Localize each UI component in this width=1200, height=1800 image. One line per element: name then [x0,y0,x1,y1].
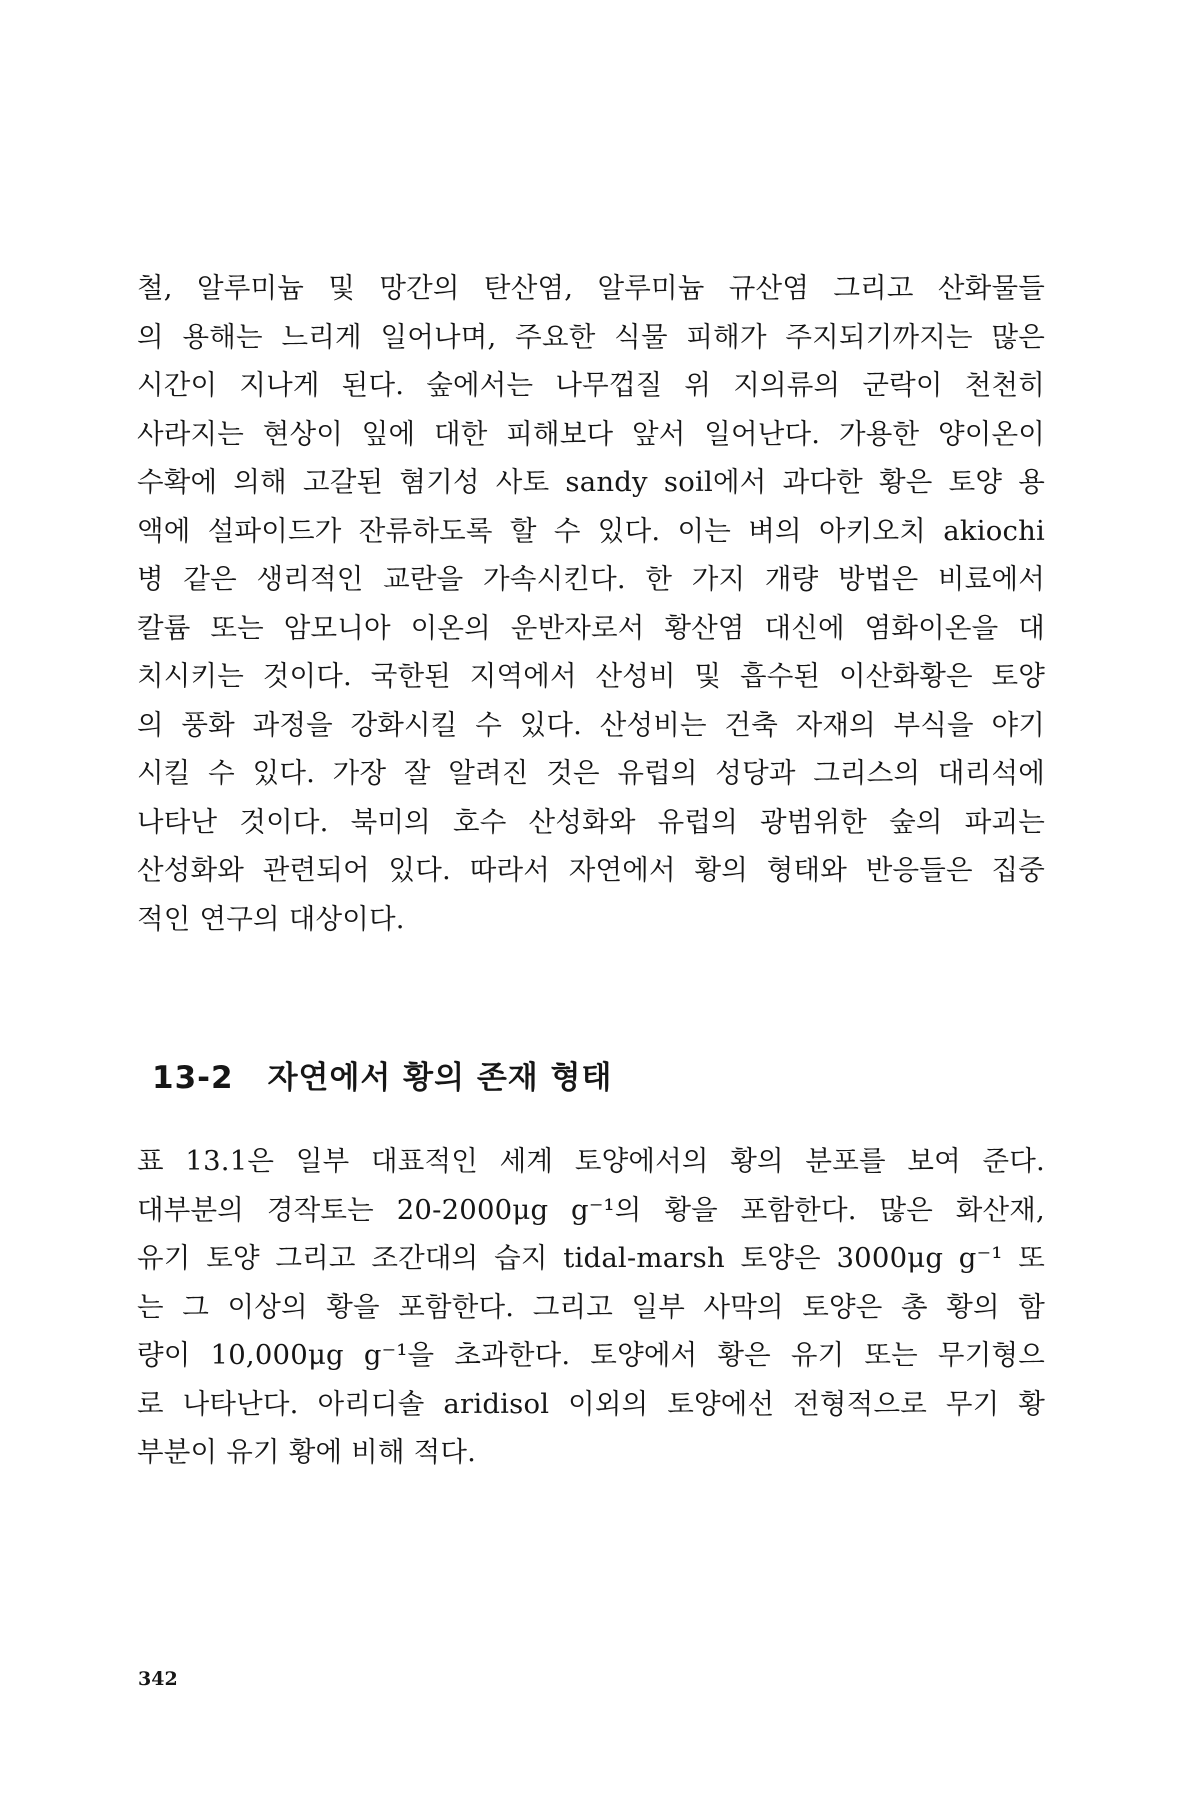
paragraph-line: 부분이 유기 황에 비해 적다. [137,1436,477,1468]
paragraph-line: 표 13.1은 일부 대표적인 세계 토양에서의 황의 분포를 보여 준다. [137,1145,1045,1177]
body-paragraph-2 [137,1137,1045,1477]
paragraph-line: 량이 10,000μg g⁻¹을 초과한다. 토양에서 황은 유기 또는 무기형으 [137,1339,1045,1371]
section-heading [152,1052,612,1097]
paragraph-line: 칼륨 또는 암모니아 이온의 운반자로서 황산염 대신에 염화이온을 대 [137,611,1045,644]
page-number: 342 [138,1668,178,1690]
section-title: 자연에서 황의 존재 형태 [267,1060,613,1096]
paragraph-line: 유기 토양 그리고 조간대의 습지 tidal-marsh 토양은 3000μg g⁻¹ 또 [137,1242,1045,1274]
body-paragraph-1 [137,264,1045,943]
paragraph-line: 병 같은 생리적인 교란을 가속시킨다. 한 가지 개량 방법은 비료에서 [137,563,1045,595]
paragraph-line: 치시키는 것이다. 국한된 지역에서 산성비 및 흡수된 이산화황은 토양 [137,660,1045,692]
paragraph-line: 시간이 지나게 된다. 숲에서는 나무껍질 위 지의류의 군락이 천천히 [137,369,1045,401]
paragraph-line: 수확에 의해 고갈된 혐기성 사토 sandy soil에서 과다한 황은 토양 용 [137,466,1045,498]
section-number: 13-2 [152,1060,234,1096]
paragraph-line: 산성화와 관련되어 있다. 따라서 자연에서 황의 형태와 반응들은 집중 [137,854,1045,886]
paragraph-line: 대부분의 경작토는 20-2000μg g⁻¹의 황을 포함한다. 많은 화산재, [137,1193,1045,1226]
paragraph-line: 사라지는 현상이 잎에 대한 피해보다 앞서 일어난다. 가용한 양이온이 [137,417,1045,450]
paragraph-line: 액에 설파이드가 잔류하도록 할 수 있다. 이는 벼의 아키오치 akiochi [137,514,1045,547]
paragraph-line: 로 나타난다. 아리디솔 aridisol 이외의 토양에선 전형적으로 무기 황 [137,1387,1045,1420]
paragraph-line: 철, 알루미늄 및 망간의 탄산염, 알루미늄 규산염 그리고 산화물들 [137,272,1045,304]
paragraph-line: 적인 연구의 대상이다. [137,902,405,935]
paragraph-line: 의 용해는 느리게 일어나며, 주요한 식물 피해가 주지되기까지는 많은 [137,320,1045,353]
paragraph-line: 시킬 수 있다. 가장 잘 알려진 것은 유럽의 성당과 그리스의 대리석에 [137,757,1045,789]
paragraph-line: 나타난 것이다. 북미의 호수 산성화와 유럽의 광범위한 숲의 파괴는 [137,805,1045,838]
paragraph-line: 의 풍화 과정을 강화시킬 수 있다. 산성비는 건축 자재의 부식을 야기 [137,708,1045,741]
paragraph-line: 는 그 이상의 황을 포함한다. 그리고 일부 사막의 토양은 총 황의 함 [137,1290,1045,1323]
